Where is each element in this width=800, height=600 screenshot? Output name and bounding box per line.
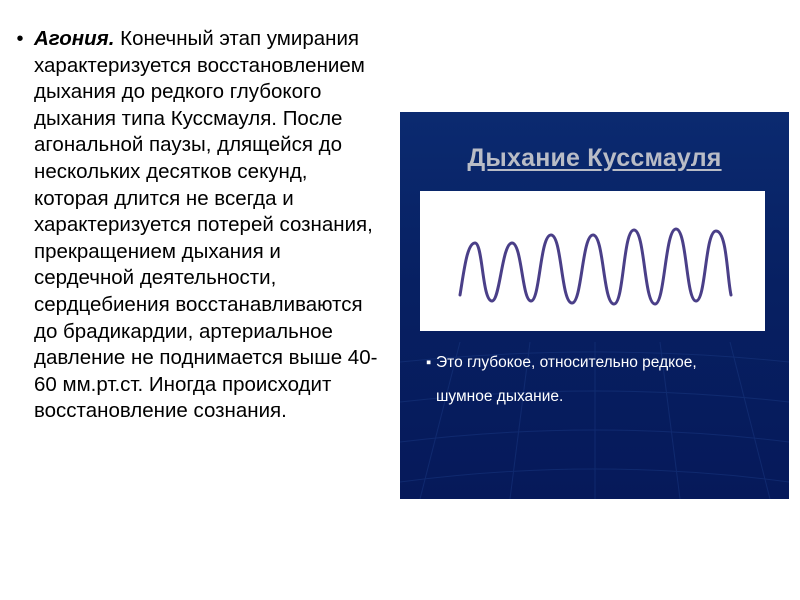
- breathing-wave-line: [460, 229, 731, 304]
- caption-bullet: ▪: [426, 354, 432, 371]
- bullet-marker: •: [16, 28, 24, 50]
- body-paragraph: [34, 26, 386, 425]
- figure-caption: [422, 346, 772, 414]
- main-text-block: [6, 26, 398, 425]
- waveform-box: [420, 191, 765, 331]
- figure-title: Дыхание Куссмауля: [467, 144, 722, 172]
- body-text: Конечный этап умирания характеризуется восстановлением дыхания до редкого глубокого дыхания типа Куссмауля. После агональной паузы, длящейся до нескольких десятков секунд, которая длится не всегда и характеризуется потерей сознания, прекращением дыхания и сердечной деятельности, сердцебиения восстанавливаются до брадикардии, артериальное давление не поднимается выше 40-60 мм.рт.ст. Иногда происходит восстановление сознания.: [34, 27, 378, 423]
- caption-line-2: шумное дыхание.: [436, 388, 564, 405]
- kussmaul-waveform: [420, 191, 765, 331]
- bullet-item: [6, 26, 398, 425]
- term-agony: Агония.: [34, 27, 115, 50]
- caption-line-1: Это глубокое, относительно редкое,: [436, 354, 697, 371]
- kussmaul-figure-panel: [400, 112, 789, 499]
